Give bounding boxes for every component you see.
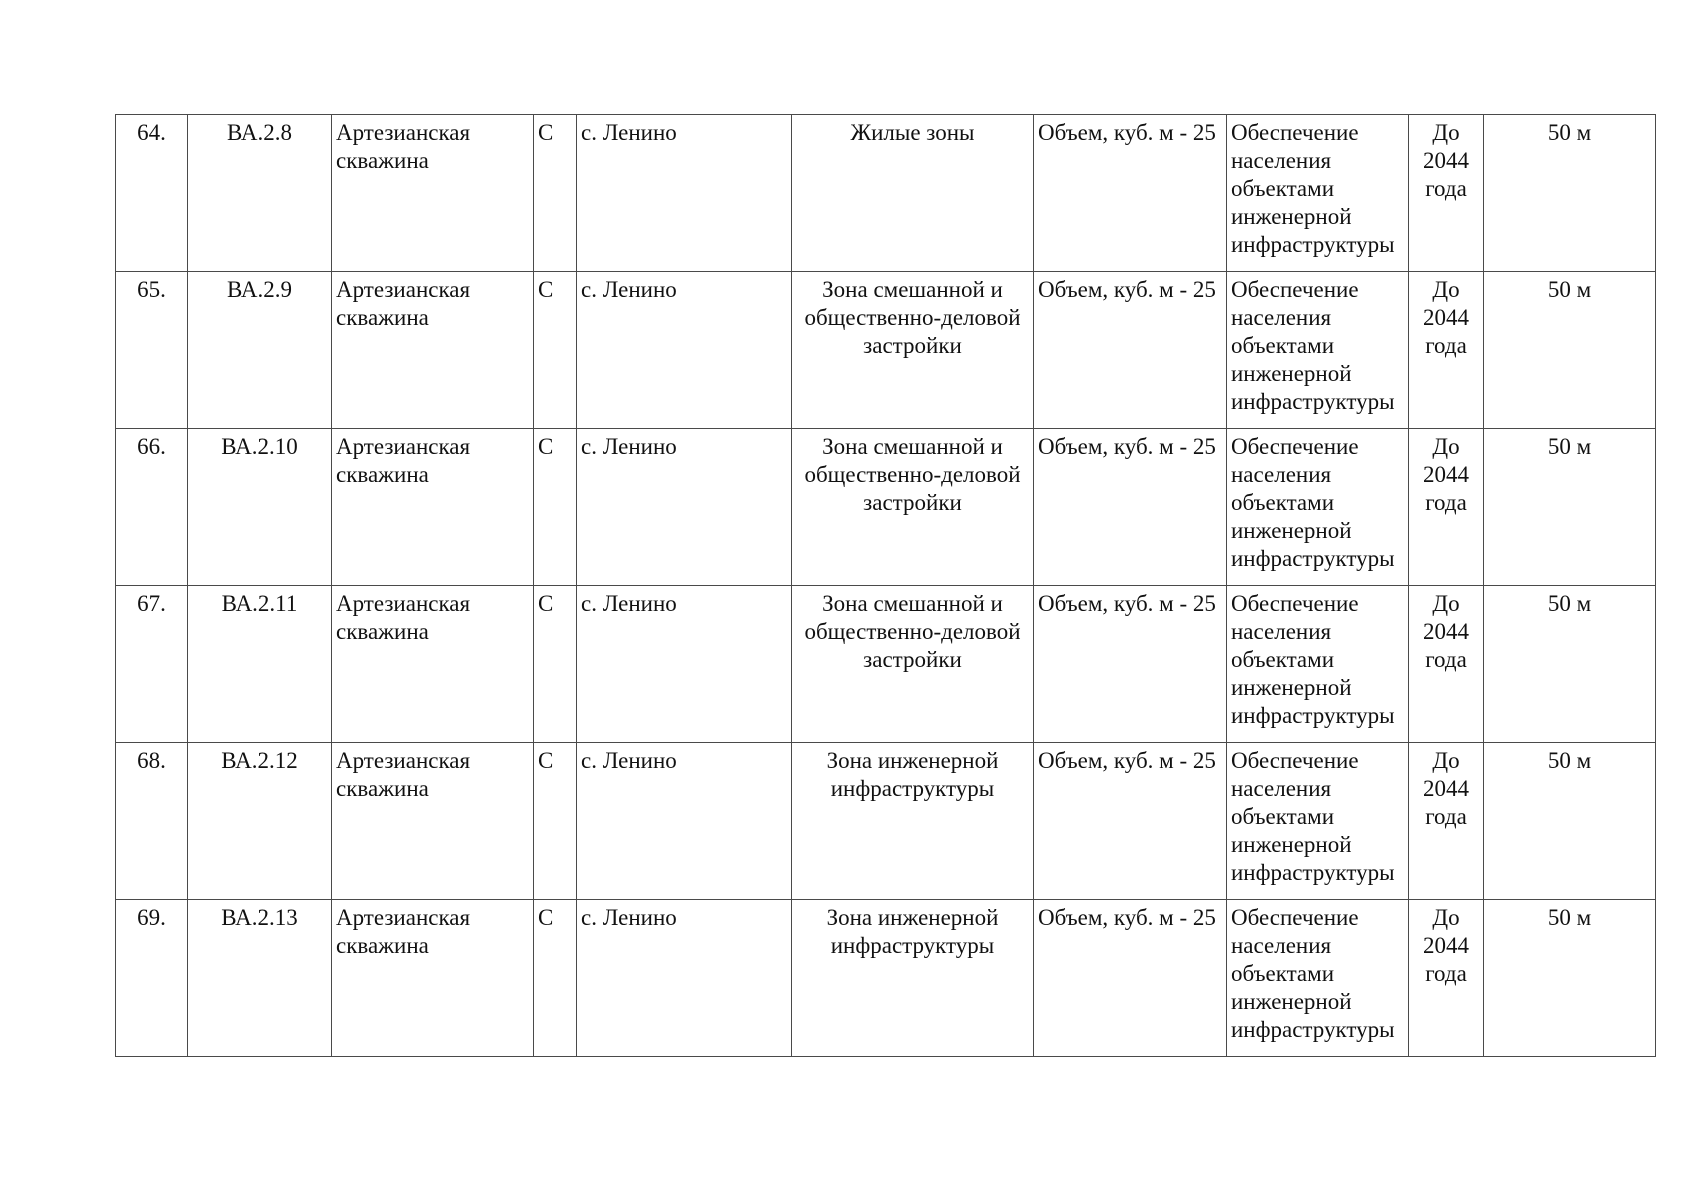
object-code: ВА.2.9: [188, 272, 332, 429]
implementation-deadline: До 2044 года: [1409, 900, 1484, 1057]
object-code: ВА.2.10: [188, 429, 332, 586]
object-purpose: Обеспечение населения объектами инженерной инфраструктуры: [1227, 586, 1409, 743]
object-status: С: [534, 429, 577, 586]
object-type: Артезианская скважина: [332, 272, 534, 429]
functional-zone: Зона смешанной и общественно-деловой застройки: [792, 272, 1034, 429]
object-type: Артезианская скважина: [332, 115, 534, 272]
object-code: ВА.2.8: [188, 115, 332, 272]
object-purpose: Обеспечение населения объектами инженерной инфраструктуры: [1227, 272, 1409, 429]
object-capacity: Объем, куб. м - 25: [1034, 900, 1227, 1057]
object-capacity: Объем, куб. м - 25: [1034, 586, 1227, 743]
table-row: [116, 272, 1656, 429]
functional-zone: Зона инженерной инфраструктуры: [792, 743, 1034, 900]
table-row: [116, 900, 1656, 1057]
object-status: С: [534, 115, 577, 272]
functional-zone: Жилые зоны: [792, 115, 1034, 272]
object-type: Артезианская скважина: [332, 429, 534, 586]
table-row: [116, 586, 1656, 743]
object-capacity: Объем, куб. м - 25: [1034, 115, 1227, 272]
object-location: с. Ленино: [577, 586, 792, 743]
object-status: С: [534, 743, 577, 900]
protection-zone: 50 м: [1484, 900, 1656, 1057]
object-location: с. Ленино: [577, 429, 792, 586]
object-purpose: Обеспечение населения объектами инженерной инфраструктуры: [1227, 743, 1409, 900]
implementation-deadline: До 2044 года: [1409, 115, 1484, 272]
row-number: 69.: [116, 900, 188, 1057]
facilities-table: [115, 114, 1656, 1057]
implementation-deadline: До 2044 года: [1409, 743, 1484, 900]
object-capacity: Объем, куб. м - 25: [1034, 272, 1227, 429]
protection-zone: 50 м: [1484, 586, 1656, 743]
protection-zone: 50 м: [1484, 429, 1656, 586]
protection-zone: 50 м: [1484, 272, 1656, 429]
object-status: С: [534, 586, 577, 743]
object-code: ВА.2.12: [188, 743, 332, 900]
table-row: [116, 115, 1656, 272]
object-purpose: Обеспечение населения объектами инженерной инфраструктуры: [1227, 429, 1409, 586]
object-capacity: Объем, куб. м - 25: [1034, 429, 1227, 586]
implementation-deadline: До 2044 года: [1409, 586, 1484, 743]
table-row: [116, 429, 1656, 586]
object-capacity: Объем, куб. м - 25: [1034, 743, 1227, 900]
table-row: [116, 743, 1656, 900]
row-number: 66.: [116, 429, 188, 586]
functional-zone: Зона смешанной и общественно-деловой застройки: [792, 586, 1034, 743]
protection-zone: 50 м: [1484, 743, 1656, 900]
object-purpose: Обеспечение населения объектами инженерной инфраструктуры: [1227, 900, 1409, 1057]
object-status: С: [534, 272, 577, 429]
object-location: с. Ленино: [577, 743, 792, 900]
object-location: с. Ленино: [577, 272, 792, 429]
object-type: Артезианская скважина: [332, 586, 534, 743]
implementation-deadline: До 2044 года: [1409, 429, 1484, 586]
object-location: с. Ленино: [577, 115, 792, 272]
row-number: 64.: [116, 115, 188, 272]
functional-zone: Зона смешанной и общественно-деловой застройки: [792, 429, 1034, 586]
object-location: с. Ленино: [577, 900, 792, 1057]
object-code: ВА.2.13: [188, 900, 332, 1057]
implementation-deadline: До 2044 года: [1409, 272, 1484, 429]
functional-zone: Зона инженерной инфраструктуры: [792, 900, 1034, 1057]
object-type: Артезианская скважина: [332, 743, 534, 900]
row-number: 65.: [116, 272, 188, 429]
row-number: 67.: [116, 586, 188, 743]
protection-zone: 50 м: [1484, 115, 1656, 272]
object-code: ВА.2.11: [188, 586, 332, 743]
object-purpose: Обеспечение населения объектами инженерной инфраструктуры: [1227, 115, 1409, 272]
row-number: 68.: [116, 743, 188, 900]
object-type: Артезианская скважина: [332, 900, 534, 1057]
object-status: С: [534, 900, 577, 1057]
